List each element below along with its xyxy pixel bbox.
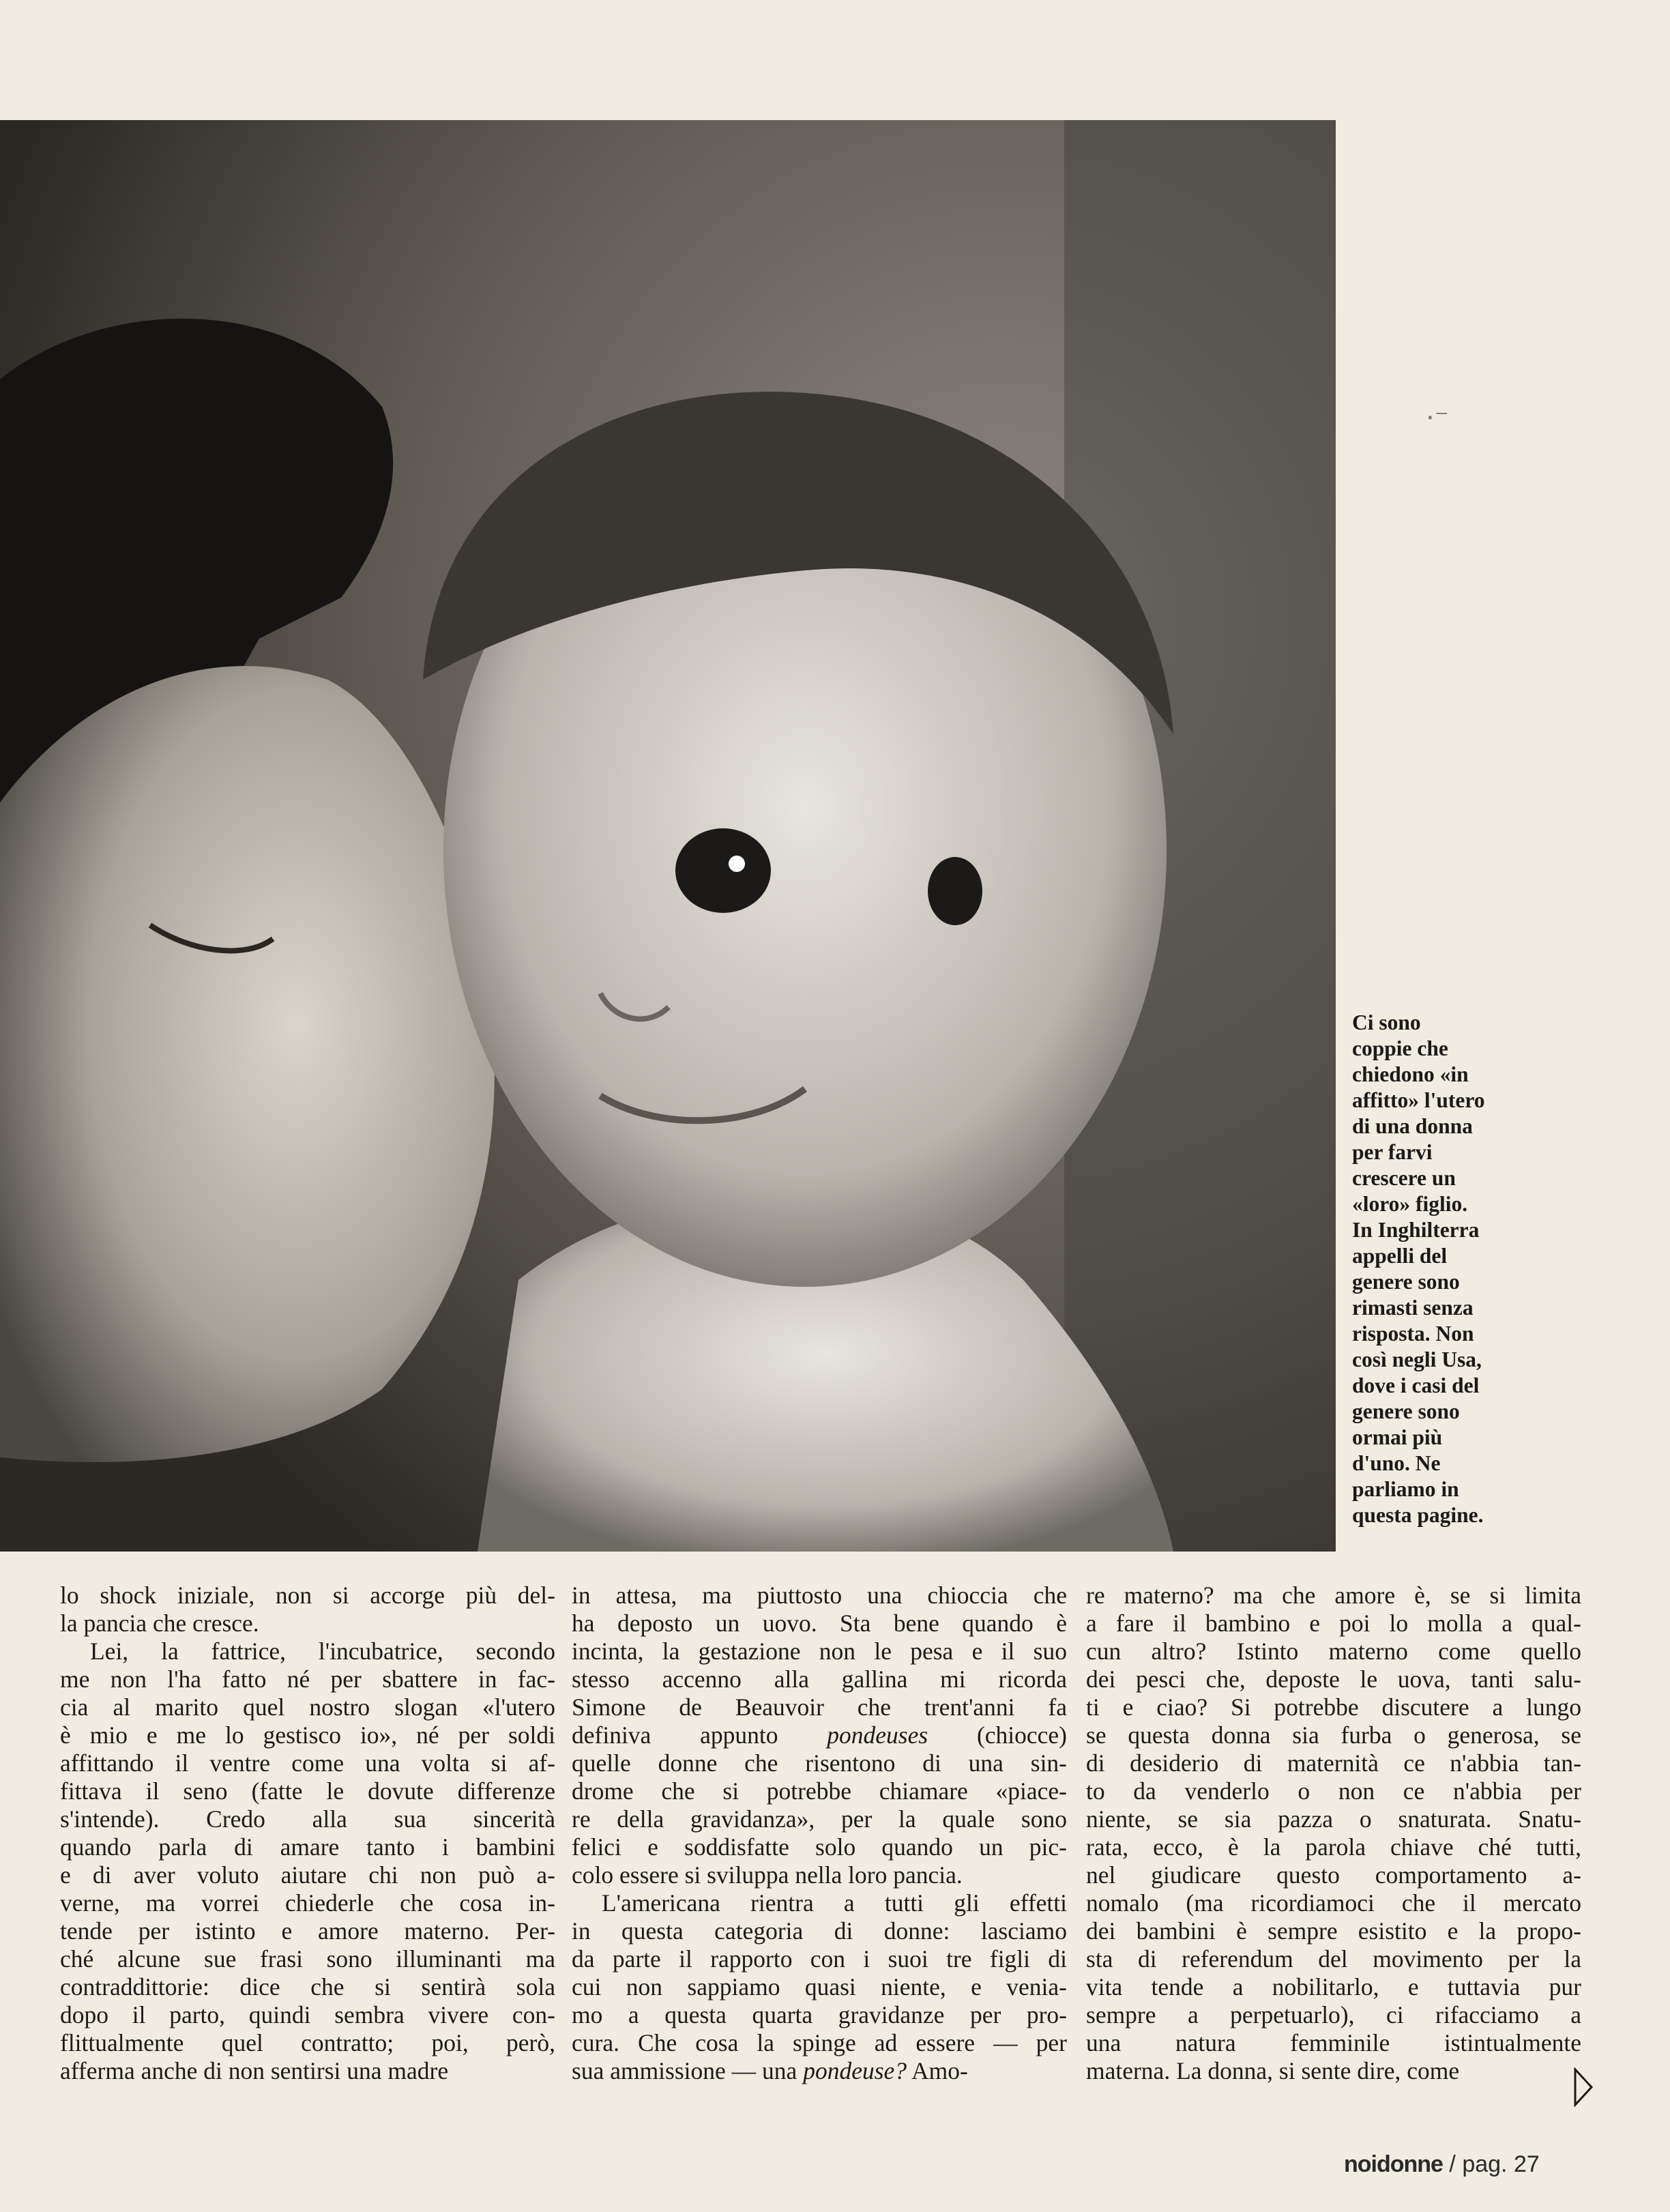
article-line: la pancia che cresce. [60, 1610, 259, 1637]
article-line: me non l'ha fatto né per sbattere in fac- [60, 1665, 555, 1693]
caption-line: crescere un [1352, 1166, 1456, 1190]
caption-line: così negli Usa, [1352, 1348, 1482, 1371]
article-column-1 [60, 1582, 555, 2085]
article-line: Lei, la fattrice, l'incubatrice, secondo [90, 1638, 555, 1665]
caption-line: questa pagine. [1352, 1503, 1484, 1527]
article-line: da parte il rapporto con i suoi tre figli di [572, 1945, 1067, 1973]
page-footer [1344, 2151, 1540, 2178]
caption-line: di una donna [1352, 1114, 1473, 1138]
article-line: verne, ma vorrei chiederle che cosa in- [60, 1889, 555, 1917]
caption-line: parliamo in [1352, 1477, 1459, 1501]
caption-line: In Inghilterra [1352, 1218, 1480, 1242]
article-line: colo essere si sviluppa nella loro pancia. [572, 1861, 963, 1889]
footer-separator: / [1449, 2151, 1456, 2177]
article-line: a fare il bambino e poi lo molla a qual- [1086, 1610, 1581, 1637]
article-line: cura. Che cosa la spinge ad essere — per [572, 2029, 1067, 2056]
article-line: cun altro? Istinto materno come quello [1086, 1638, 1581, 1665]
article-line: quando parla di amare tanto i bambini [60, 1833, 555, 1861]
article-line: materna. La donna, si sente dire, come [1086, 2057, 1460, 2084]
article-line: nomalo (ma ricordiamoci che il mercato [1086, 1889, 1581, 1917]
article-line: contraddittorie: dice che si sentirà sola [60, 1973, 555, 2000]
article-line: drome che si potrebbe chiamare «piace- [572, 1777, 1067, 1805]
photo-caption [1352, 1010, 1536, 1528]
caption-line: affitto» l'utero [1352, 1088, 1485, 1112]
continue-arrow-icon [1573, 2067, 1594, 2107]
article-line: cia al marito quel nostro slogan «l'utero [60, 1693, 555, 1721]
caption-line: per farvi [1352, 1140, 1433, 1164]
caption-line: appelli del [1352, 1244, 1448, 1268]
article-line: dopo il parto, quindi sembra vivere con- [60, 2001, 555, 2028]
article-line: se questa donna sia furba o generosa, se [1086, 1721, 1581, 1749]
article-line: stesso accenno alla gallina mi ricorda [572, 1665, 1067, 1693]
caption-line: genere sono [1352, 1270, 1460, 1294]
caption-line: coppie che [1352, 1036, 1448, 1060]
article-line: vita tende a nobilitarlo, e tuttavia pur [1086, 1973, 1581, 2000]
print-speck: ·⁻ [1426, 403, 1449, 434]
article-line: sta di referendum del movimento per la [1086, 1945, 1581, 1973]
article-line: affittando il ventre come una volta si af- [60, 1749, 555, 1777]
caption-line: Ci sono [1352, 1010, 1421, 1034]
article-line: flittualmente quel contratto; poi, però, [60, 2029, 555, 2056]
article-line: L'americana rientra a tutti gli effetti [602, 1889, 1067, 1917]
article-line: incinta, la gestazione non le pesa e il suo [572, 1638, 1067, 1665]
caption-line: rimasti senza [1352, 1296, 1474, 1320]
article-line: afferma anche di non sentirsi una madre [60, 2057, 449, 2084]
caption-line: «loro» figlio. [1352, 1192, 1468, 1216]
photo-mother-kissing-baby [0, 120, 1336, 1552]
magazine-brand: noidonne [1344, 2151, 1443, 2177]
caption-line: chiedono «in [1352, 1062, 1469, 1086]
article-line: in questa categoria di donne: lasciamo [572, 1917, 1067, 1945]
article-line: sua ammissione — una pondeuse? Amo- [572, 2057, 968, 2084]
article-line: tende per istinto e amore materno. Per- [60, 1917, 555, 1945]
article-line: quelle donne che risentono di una sin- [572, 1749, 1067, 1777]
article-line: ti e ciao? Si potrebbe discutere a lungo [1086, 1693, 1581, 1721]
article-line: di desiderio di maternità ce n'abbia tan- [1086, 1749, 1581, 1777]
article-line: Simone de Beauvoir che trent'anni fa [572, 1693, 1067, 1721]
article-line: re materno? ma che amore è, se si limita [1086, 1582, 1581, 1609]
article-line: s'intende). Credo alla sua sincerità [60, 1805, 555, 1833]
caption-line: genere sono [1352, 1399, 1460, 1423]
article-line: mo a questa quarta gravidanze per pro- [572, 2001, 1067, 2028]
caption-line: d'uno. Ne [1352, 1451, 1441, 1475]
article-line: niente, se sia pazza o snaturata. Snatu- [1086, 1805, 1581, 1833]
article-line: dei pesci che, deposte le uova, tanti salu- [1086, 1665, 1581, 1693]
article-line: dei bambini è sempre esistito e la propo- [1086, 1917, 1581, 1945]
caption-line: risposta. Non [1352, 1322, 1474, 1345]
article-line: sempre a perpetuarlo), ci rifacciamo a [1086, 2001, 1581, 2028]
article-column-3 [1086, 1582, 1581, 2085]
article-line: to da venderlo o non ce n'abbia per [1086, 1777, 1581, 1805]
article-line: è mio e me lo gestisco io», né per soldi [60, 1721, 555, 1749]
article-line: ché alcune sue frasi sono illuminanti ma [60, 1945, 555, 1973]
article-line: fittava il seno (fatte le dovute differenze [60, 1777, 555, 1805]
article-line: una natura femminile istintualmente [1086, 2029, 1581, 2056]
article-line: nel giudicare questo comportamento a- [1086, 1861, 1581, 1889]
article-line: ha deposto un uovo. Sta bene quando è [572, 1610, 1067, 1637]
caption-line: dove i casi del [1352, 1373, 1480, 1397]
article-line: cui non sappiamo quasi niente, e venia- [572, 1973, 1067, 2000]
article-line: definiva appunto pondeuses (chiocce) [572, 1721, 1067, 1749]
article-line: felici e soddisfatte solo quando un pic- [572, 1833, 1067, 1861]
article-line: rata, ecco, è la parola chiave ché tutti, [1086, 1833, 1581, 1861]
page-number: pag. 27 [1462, 2151, 1540, 2177]
article-line: e di aver voluto aiutare chi non può a- [60, 1861, 555, 1889]
article-line: re della gravidanza», per la quale sono [572, 1805, 1067, 1833]
article-line: lo shock iniziale, non si accorge più del- [60, 1582, 555, 1609]
article-line: in attesa, ma piuttosto una chioccia che [572, 1582, 1067, 1609]
article-column-2 [572, 1582, 1067, 2085]
caption-line: ormai più [1352, 1425, 1443, 1449]
